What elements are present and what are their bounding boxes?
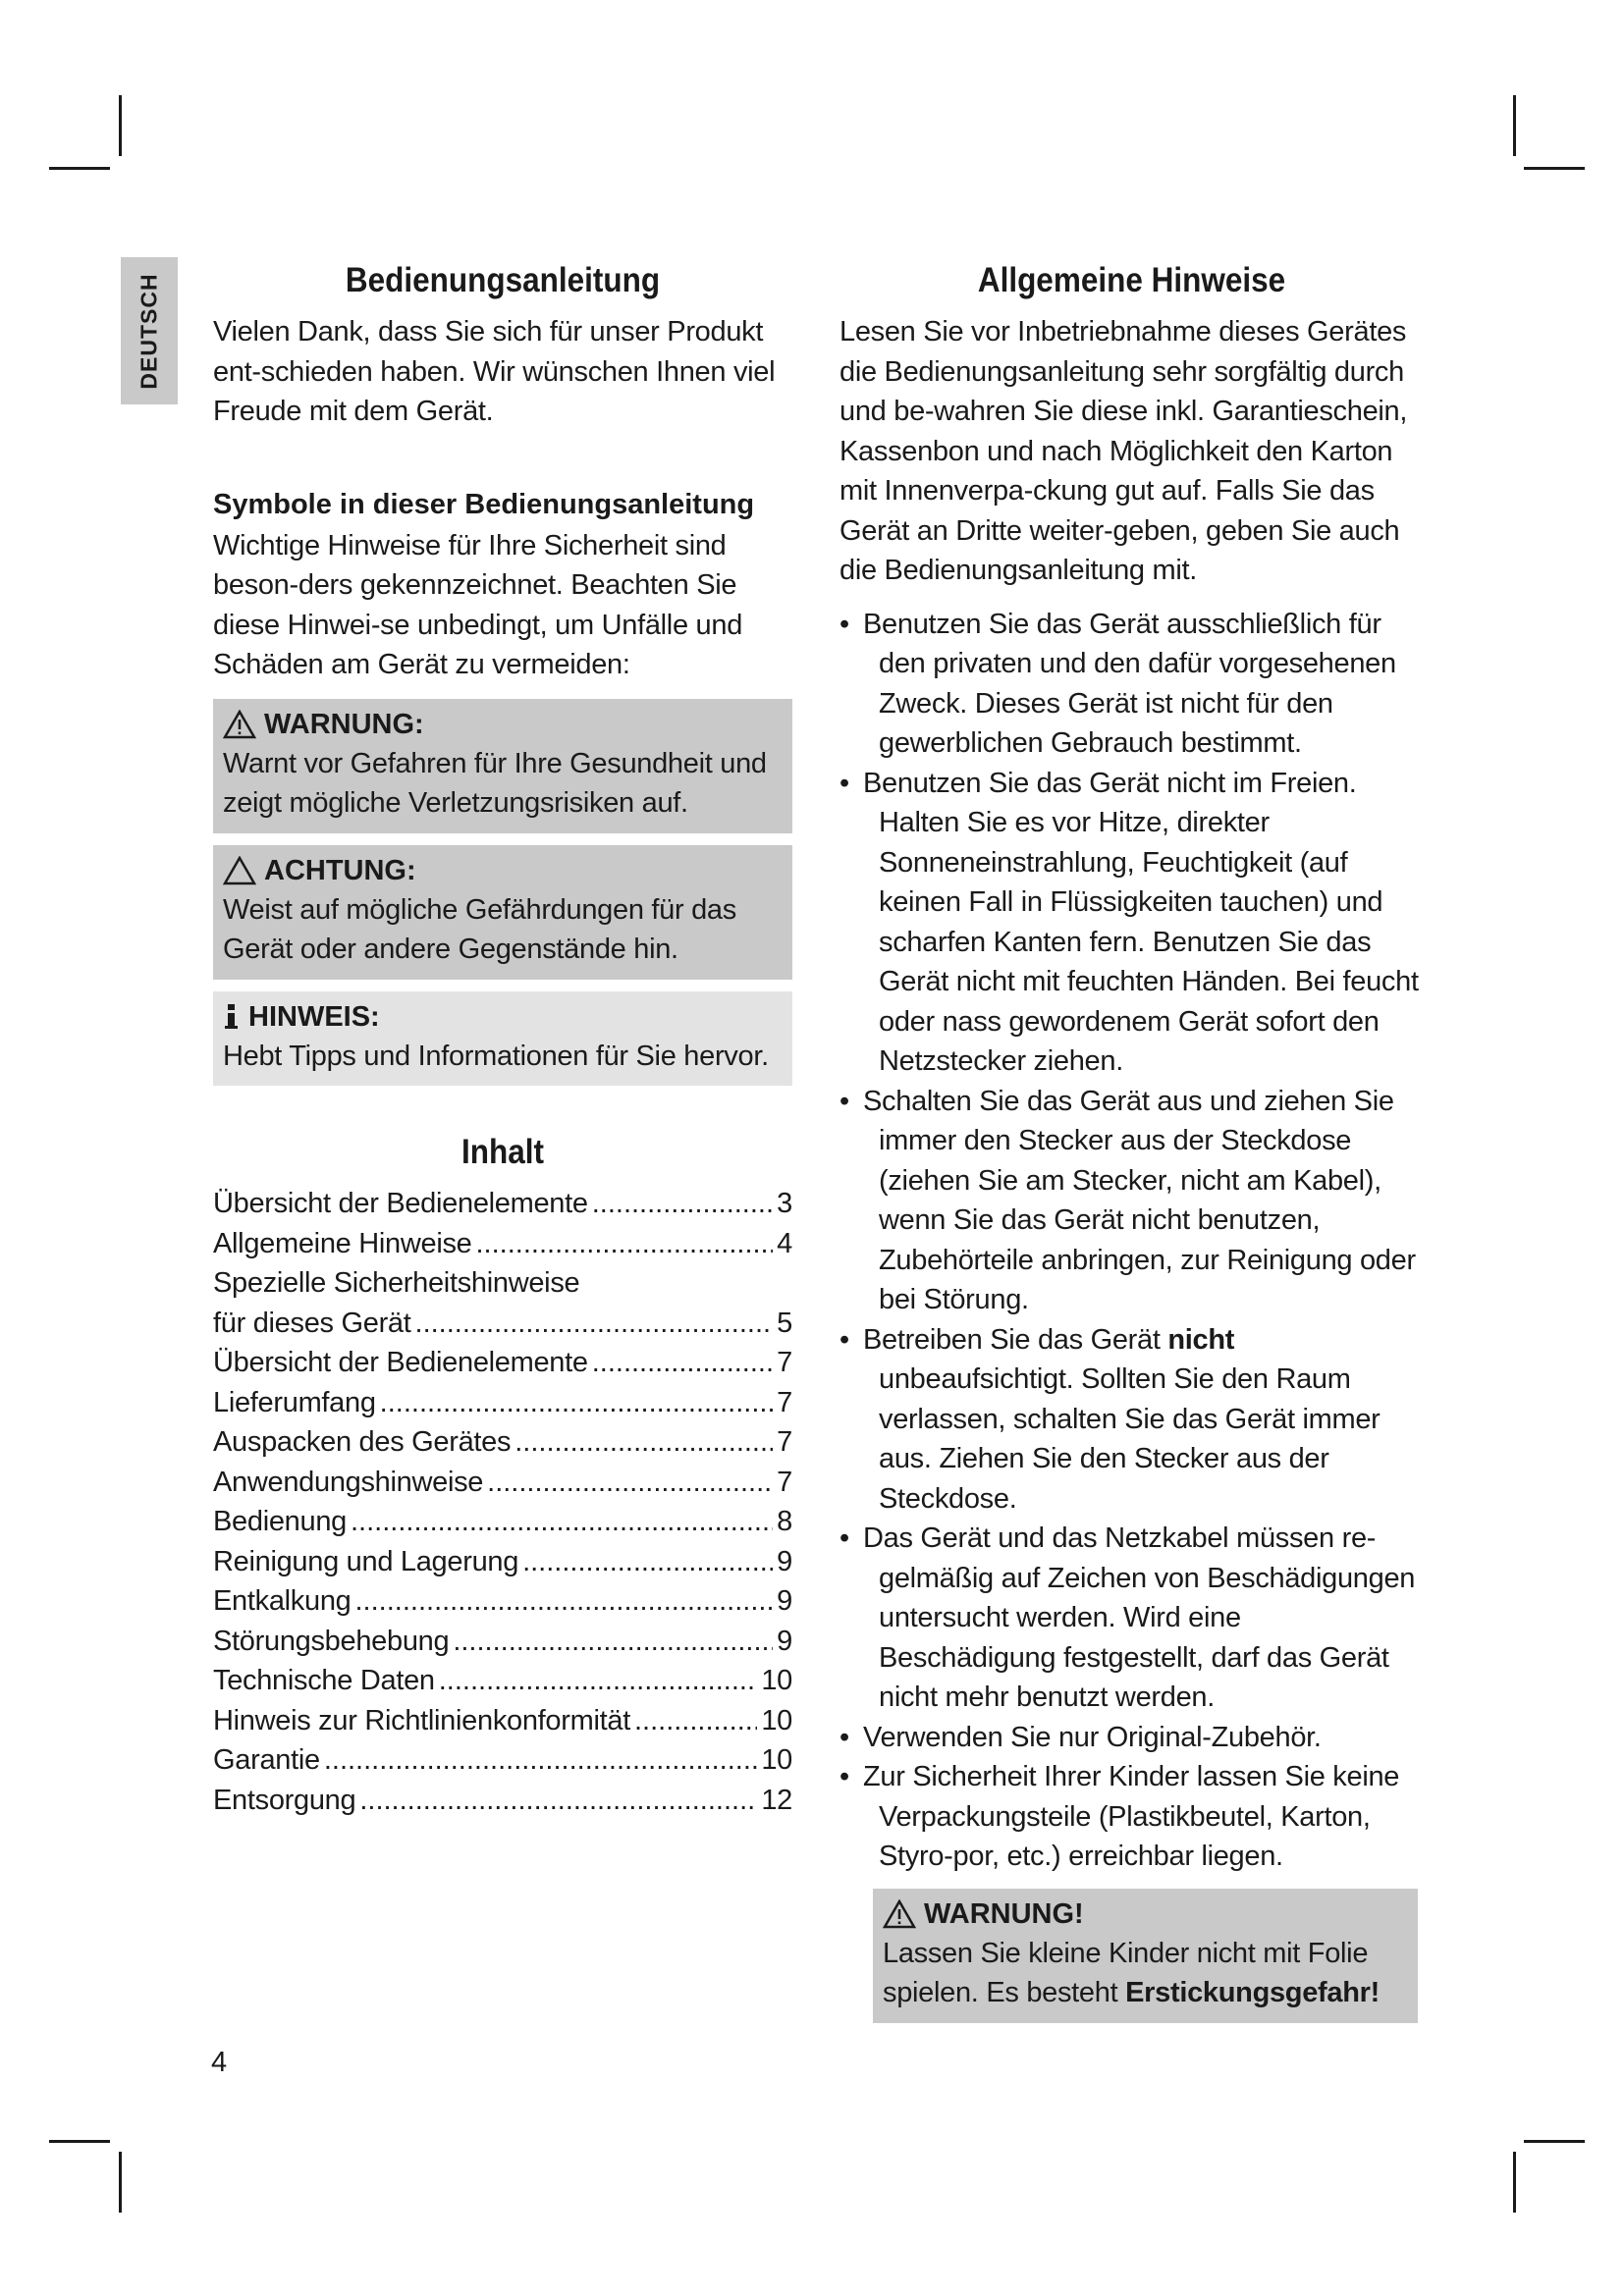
- toc-title: Inhalt: [460, 1133, 544, 1171]
- toc-entry: [213, 1542, 792, 1582]
- list-item: • Benutzen Sie das Gerät nicht im Freien. Halten Sie es vor Hitze, direkter Sonneneinstrahlung, Feuchtigkeit (auf keinen Fall in Flüssigkeiten tauchen) und scharfen Kanten fern. Benutzen Sie das Gerät nicht mit feuchten Händen. Bei feucht oder nass gewordenem Gerät sofort den Netzstecker ziehen.: [839, 764, 1424, 1082]
- list-item-text: unbeaufsichtigt. Sollten Sie den Raum verlassen, schalten Sie das Gerät immer aus. Ziehen Sie den Stecker aus der Steckdose.: [879, 1363, 1380, 1515]
- warning-text: [883, 1934, 1408, 2013]
- list-item-text: Betreiben Sie das Gerät: [863, 1323, 1168, 1356]
- toc-leader-dots: [476, 1224, 774, 1264]
- toc-leader-dots: [634, 1701, 757, 1741]
- list-item: • Schalten Sie das Gerät aus und ziehen Sie immer den Stecker aus der Steckdose (ziehen Sie am Stecker, nicht am Kabel), wenn Sie das Gerät nicht benutzen, Zubehörteile anbringen, zur Reinigung oder bei Störung.: [839, 1082, 1424, 1320]
- toc-leader-dots: [592, 1184, 773, 1224]
- toc-leader-dots: [351, 1502, 773, 1542]
- crop-mark: [119, 2152, 122, 2213]
- warning-text-bold: Erstickungsgefahr!: [1125, 1977, 1380, 2008]
- toc-list: [213, 1184, 792, 1820]
- warning-title: WARNUNG:: [264, 708, 424, 740]
- warning-triangle-icon: [223, 710, 256, 739]
- language-tab-label: DEUTSCH: [135, 272, 162, 390]
- toc-entry: [213, 1781, 792, 1821]
- toc-entry-page: 7: [777, 1347, 792, 1378]
- toc-entry-title: Bedienung: [213, 1506, 347, 1537]
- caution-title: ACHTUNG:: [264, 854, 416, 886]
- toc-leader-dots: [514, 1422, 773, 1463]
- toc-entry: [213, 1263, 792, 1304]
- toc-entry-title: Hinweis zur Richtlinienkonformität: [213, 1704, 630, 1736]
- toc-entry-page: 8: [777, 1506, 792, 1537]
- caution-triangle-icon: [223, 856, 256, 885]
- crop-mark: [1524, 2140, 1585, 2143]
- toc-entry: [213, 1343, 792, 1383]
- toc-entry-page: 4: [777, 1227, 792, 1259]
- toc-entry-title: für dieses Gerät: [213, 1307, 411, 1339]
- crop-mark: [1524, 167, 1585, 170]
- crop-mark: [1513, 95, 1516, 156]
- toc-leader-dots: [522, 1542, 773, 1582]
- toc-entry: [213, 1224, 792, 1264]
- general-intro-text: Lesen Sie vor Inbetriebnahme dieses Gerätes die Bedienungsanleitung sehr sorgfältig durch und be-wahren Sie diese inkl. Garantieschein, Kassenbon und nach Möglichkeit den Karton mit Innenverpa-ckung gut auf. Falls Sie das Gerät an Dritte weiter-geben, geben Sie auch die Bedienungsanleitung mit.: [839, 316, 1408, 586]
- toc-leader-dots: [355, 1581, 774, 1622]
- toc-entry-page: 9: [777, 1625, 792, 1657]
- toc-entry-page: 3: [777, 1188, 792, 1219]
- toc-entry-page: 10: [761, 1704, 792, 1736]
- warning-box: [213, 699, 792, 833]
- toc-entry-page: 9: [777, 1545, 792, 1577]
- toc-leader-dots: [324, 1740, 758, 1781]
- warning-text: Warnt vor Gefahren für Ihre Gesundheit und zeigt mögliche Verletzungsrisiken auf.: [223, 747, 767, 819]
- general-notes-title: Allgemeine Hinweise: [977, 261, 1286, 299]
- toc-entry-title: Entsorgung: [213, 1784, 356, 1816]
- toc-entry-page: 7: [777, 1466, 792, 1498]
- toc-entry: [213, 1422, 792, 1463]
- toc-entry-title: Lieferumfang: [213, 1386, 376, 1418]
- toc-entry-title: Übersicht der Bedienelemente: [213, 1188, 588, 1219]
- toc-leader-dots: [487, 1463, 773, 1503]
- note-text: Hebt Tipps und Informationen für Sie hervor.: [223, 1040, 769, 1072]
- toc-entry-page: 12: [761, 1784, 792, 1816]
- list-item: • Zur Sicherheit Ihrer Kinder lassen Sie keine Verpackungsteile (Plastikbeutel, Karton, Styro-por, etc.) erreichbar liegen.: [839, 1757, 1424, 1877]
- manual-title: Bedienungsanleitung: [345, 261, 661, 299]
- list-item: [839, 1320, 1424, 1520]
- toc-entry-page: 5: [777, 1307, 792, 1339]
- crop-mark: [49, 167, 110, 170]
- list-item: • Benutzen Sie das Gerät ausschließlich für den privaten und den dafür vorgesehenen Zweck. Dieses Gerät ist nicht für den gewerblichen Gebrauch bestimmt.: [839, 605, 1424, 764]
- page-number: 4: [211, 2047, 228, 2078]
- toc-entry-page: 7: [777, 1426, 792, 1458]
- list-item: • Das Gerät und das Netzkabel müssen re-gelmäßig auf Zeichen von Beschädigungen untersucht werden. Wird eine Beschädigung festgestellt, darf das Gerät nicht mehr benutzt werden.: [839, 1519, 1424, 1718]
- toc-entry-title: Störungsbehebung: [213, 1625, 450, 1657]
- note-title: HINWEIS:: [248, 1000, 380, 1033]
- warning-title: WARNUNG!: [924, 1897, 1084, 1930]
- toc-entry: [213, 1463, 792, 1503]
- warning-triangle-icon: [883, 1899, 916, 1929]
- left-column: [213, 257, 792, 1820]
- toc-entry-title: Anwendungshinweise: [213, 1466, 484, 1498]
- crop-mark: [1513, 2152, 1516, 2213]
- symbols-text: Wichtige Hinweise für Ihre Sicherheit sind beson-ders gekennzeichnet. Beachten Sie diese Hinwei-se unbedingt, um Unfälle und Schäden am Gerät zu vermeiden:: [213, 529, 743, 680]
- toc-leader-dots: [439, 1661, 758, 1701]
- list-item-emphasis: nicht: [1167, 1323, 1235, 1356]
- language-tab: [121, 257, 178, 404]
- toc-entry: [213, 1581, 792, 1622]
- caution-box: [213, 845, 792, 980]
- toc-entry: [213, 1740, 792, 1781]
- toc-entry-page: 9: [777, 1585, 792, 1617]
- toc-entry-page: 7: [777, 1386, 792, 1418]
- toc-entry-title: Technische Daten: [213, 1665, 435, 1696]
- warning-text-plain: Lassen Sie kleine Kinder nicht mit Folie spielen. Es besteht: [883, 1937, 1369, 2008]
- toc-entry-title: Übersicht der Bedienelemente: [213, 1347, 588, 1378]
- caution-text: Weist auf mögliche Gefährdungen für das Gerät oder andere Gegenstände hin.: [223, 893, 736, 965]
- note-box: [213, 991, 792, 1087]
- toc-leader-dots: [453, 1622, 773, 1662]
- crop-mark: [119, 95, 122, 156]
- right-column: [839, 257, 1424, 2023]
- toc-leader-dots: [380, 1383, 773, 1423]
- toc-entry: [213, 1622, 792, 1662]
- toc-entry: [213, 1701, 792, 1741]
- symbols-heading: Symbole in dieser Bedienungsanleitung: [213, 488, 755, 520]
- intro-text: Vielen Dank, dass Sie sich für unser Produkt ent-schieden haben. Wir wünschen Ihnen viel Freude mit dem Gerät.: [213, 316, 776, 427]
- info-icon: [223, 1002, 241, 1032]
- toc-entry-title: Auspacken des Gerätes: [213, 1426, 512, 1458]
- toc-entry: [213, 1304, 792, 1344]
- toc-leader-dots: [415, 1304, 774, 1344]
- toc-leader-dots: [592, 1343, 773, 1383]
- list-item: • Verwenden Sie nur Original-Zubehör.: [839, 1718, 1424, 1758]
- safety-list: [839, 605, 1424, 1877]
- toc-entry-page: 10: [761, 1744, 792, 1776]
- toc-leader-dots: [359, 1781, 757, 1821]
- toc-entry: [213, 1502, 792, 1542]
- toc-entry: [213, 1661, 792, 1701]
- toc-entry-page: 10: [761, 1665, 792, 1696]
- toc-entry-title: Reinigung und Lagerung: [213, 1545, 519, 1577]
- toc-entry: [213, 1383, 792, 1423]
- toc-entry-title: Entkalkung: [213, 1585, 352, 1617]
- toc-entry-title: Spezielle Sicherheitshinweise: [213, 1267, 580, 1299]
- table-of-contents: [213, 1129, 792, 1820]
- warning-box-children: [873, 1889, 1418, 2023]
- crop-mark: [49, 2140, 110, 2143]
- toc-entry-title: Garantie: [213, 1744, 320, 1776]
- toc-entry-title: Allgemeine Hinweise: [213, 1227, 472, 1259]
- toc-entry: [213, 1184, 792, 1224]
